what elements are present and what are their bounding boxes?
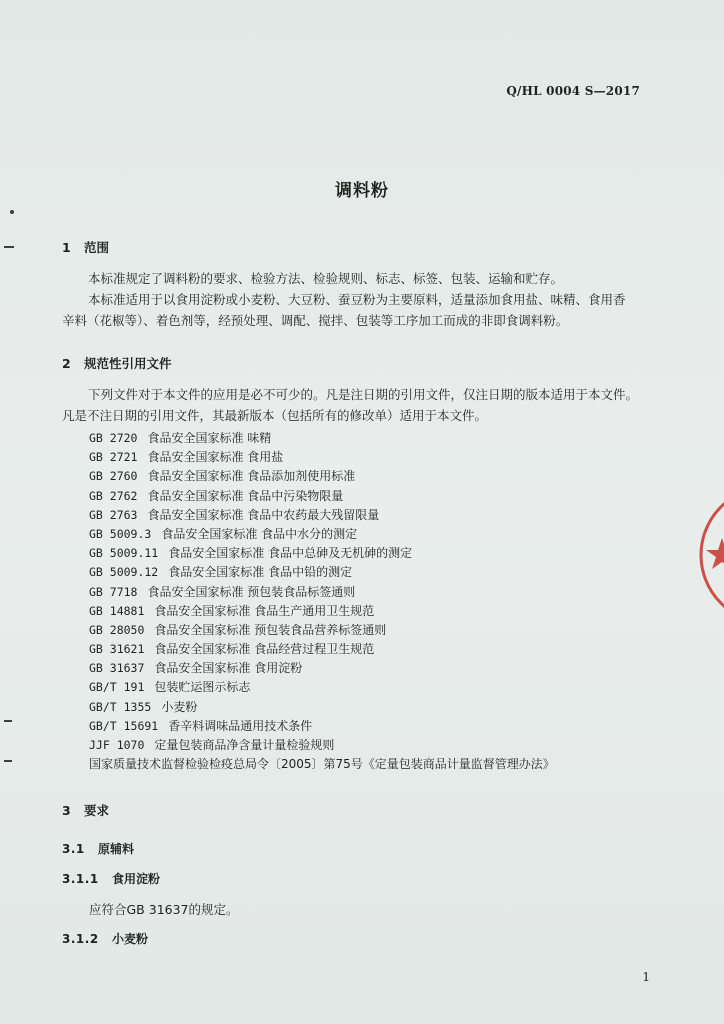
normative-intro xyxy=(62,384,662,426)
reference-title: 食品安全国家标准 食品经营过程卫生规范 xyxy=(154,642,375,657)
reference-title: 食品安全国家标准 食品中污染物限量 xyxy=(147,488,344,503)
reference-item xyxy=(89,717,555,736)
reference-list xyxy=(89,429,555,774)
item-title: 食用淀粉 xyxy=(112,872,161,886)
reference-item xyxy=(89,448,555,467)
section-title: 要求 xyxy=(84,803,110,818)
red-seal-stamp xyxy=(694,480,724,630)
item-heading-wheat-flour xyxy=(62,930,148,947)
scan-mark xyxy=(4,246,14,248)
section-title: 范围 xyxy=(84,240,110,255)
reference-code: GB 28050 xyxy=(89,622,145,637)
reference-item xyxy=(89,602,555,621)
section-heading-requirements xyxy=(62,801,109,819)
section-number: 3 xyxy=(62,803,71,818)
item-heading-edible-starch xyxy=(62,870,160,887)
item-title: 小麦粉 xyxy=(112,932,149,946)
reference-title: 小麦粉 xyxy=(161,699,198,714)
reference-code: GB 2720 xyxy=(89,431,138,445)
reference-code: JJF 1070 xyxy=(89,738,145,752)
reference-code: GB 2763 xyxy=(89,507,138,522)
scan-mark xyxy=(4,760,12,762)
reference-title: 国家质量技术监督检验检疫总局令〔2005〕第75号《定量包装商品计量监督管理办法》 xyxy=(89,757,555,772)
scope-line: 本标准适用于以食用淀粉或小麦粉、大豆粉、蚕豆粉为主要原料，适量添加食用盐、味精、食用香 xyxy=(88,292,626,307)
reference-code: GB 2762 xyxy=(89,488,138,503)
reference-item xyxy=(89,467,555,486)
document-title: 调料粉 xyxy=(335,181,389,201)
reference-title: 食品安全国家标准 预包装食品营养标签通则 xyxy=(154,622,387,637)
reference-item xyxy=(89,487,555,506)
seal-star-icon xyxy=(706,538,724,569)
seal-graphic xyxy=(694,480,724,630)
edible-starch-text: 应符合GB 31637的规定。 xyxy=(89,902,239,917)
reference-code: GB 5009.3 xyxy=(89,526,152,541)
reference-code: GB 14881 xyxy=(89,603,145,618)
reference-title: 食品安全国家标准 预包装食品标签通则 xyxy=(147,584,356,599)
reference-item xyxy=(89,736,555,755)
reference-item xyxy=(89,429,555,448)
reference-item xyxy=(89,525,555,544)
reference-item xyxy=(89,755,555,774)
reference-item xyxy=(89,640,555,659)
reference-code: GB 5009.11 xyxy=(89,546,159,561)
reference-title: 食品安全国家标准 味精 xyxy=(147,431,272,445)
reference-item xyxy=(89,678,555,697)
item-number: 3.1.2 xyxy=(62,932,99,946)
subsection-number: 3.1 xyxy=(62,842,85,856)
reference-title: 食品安全国家标准 食用淀粉 xyxy=(154,661,303,676)
section-heading-normative-references xyxy=(62,354,172,372)
reference-item xyxy=(89,583,555,602)
reference-title: 食品安全国家标准 食用盐 xyxy=(147,450,284,465)
intro-line: 凡是不注日期的引用文件，其最新版本（包括所有的修改单）适用于本文件。 xyxy=(62,408,488,423)
subsection-heading-raw-materials xyxy=(62,840,134,857)
reference-code: GB 31621 xyxy=(89,642,145,657)
scan-mark xyxy=(10,210,14,214)
standard-code: Q/HL 0004 S—2017 xyxy=(506,84,640,98)
reference-code: GB 2721 xyxy=(89,450,138,465)
reference-item xyxy=(89,544,555,563)
reference-title: 食品安全国家标准 食品添加剂使用标准 xyxy=(147,469,356,484)
reference-item xyxy=(89,698,555,717)
reference-title: 香辛料调味品通用技术条件 xyxy=(168,718,313,733)
reference-code: GB 7718 xyxy=(89,584,138,599)
page-number: 1 xyxy=(642,970,650,984)
reference-item xyxy=(89,563,555,582)
section-number: 2 xyxy=(62,356,71,371)
reference-code: GB/T 1355 xyxy=(89,699,152,714)
scan-mark xyxy=(4,720,12,722)
item-number: 3.1.1 xyxy=(62,872,99,886)
section-number: 1 xyxy=(62,240,71,255)
reference-title: 食品安全国家标准 食品中总砷及无机砷的测定 xyxy=(168,546,413,561)
section-heading-scope xyxy=(62,238,109,256)
reference-item xyxy=(89,621,555,640)
scope-line: 辛料（花椒等）、着色剂等，经预处理、调配、搅拌、包装等工序加工而成的非即食调料粉。 xyxy=(62,313,569,328)
reference-code: GB 31637 xyxy=(89,661,145,676)
reference-title: 食品安全国家标准 食品中农药最大残留限量 xyxy=(147,507,380,522)
reference-item xyxy=(89,506,555,525)
reference-title: 食品安全国家标准 食品中铅的测定 xyxy=(168,565,353,580)
reference-title: 定量包装商品净含量计量检验规则 xyxy=(154,738,335,752)
section-title: 规范性引用文件 xyxy=(84,356,172,371)
reference-code: GB/T 15691 xyxy=(89,718,159,733)
reference-title: 食品安全国家标准 食品生产通用卫生规范 xyxy=(154,603,375,618)
subsection-title: 原辅料 xyxy=(98,842,135,856)
scope-paragraph xyxy=(62,268,662,331)
reference-title: 食品安全国家标准 食品中水分的测定 xyxy=(161,526,358,541)
intro-line: 下列文件对于本文件的应用是必不可少的。凡是注日期的引用文件，仅注日期的版本适用于本文件。 xyxy=(88,387,639,402)
reference-code: GB/T 191 xyxy=(89,680,145,695)
reference-code: GB 2760 xyxy=(89,469,138,484)
reference-title: 包装贮运图示标志 xyxy=(154,680,251,695)
scope-line: 本标准规定了调料粉的要求、检验方法、检验规则、标志、标签、包装、运输和贮存。 xyxy=(88,271,564,286)
reference-item xyxy=(89,659,555,678)
reference-code: GB 5009.12 xyxy=(89,565,159,580)
